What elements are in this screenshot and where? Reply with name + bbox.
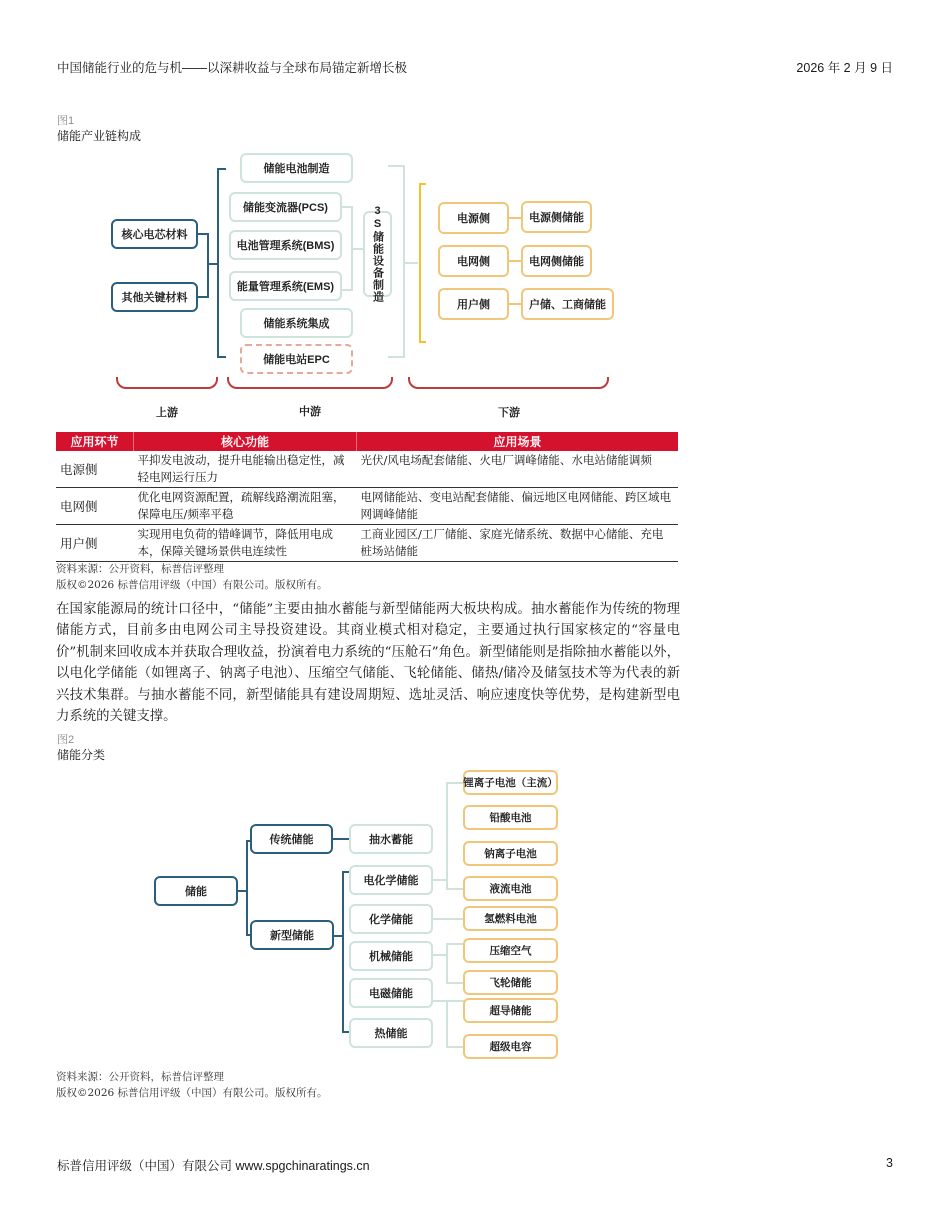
document-date: 2026 年 2 月 9 日 [796, 61, 893, 75]
downstream-box-grid-side: 电网侧 [438, 245, 509, 277]
downstream-label: 下游 [498, 407, 520, 419]
root-box-storage: 储能 [154, 876, 238, 906]
connector [246, 840, 248, 936]
cell-scenario: 电网储能站、变电站配套储能、偏远地区电网储能、跨区域电网调峰储能 [357, 488, 679, 525]
cell-segment: 用户侧 [56, 525, 134, 562]
leaf-flywheel: 飞轮储能 [463, 970, 558, 995]
box-traditional-storage: 传统储能 [250, 824, 333, 854]
midstream-brace [227, 377, 393, 389]
col-header-scenario: 应用场景 [357, 432, 679, 451]
cell-segment: 电源侧 [56, 451, 134, 488]
downstream-box-grid-storage: 电网侧储能 [521, 245, 592, 277]
connector [388, 165, 404, 167]
footer-company: 标普信用评级（中国）有限公司 www.spgchinaratings.cn [57, 1159, 370, 1173]
connector [419, 183, 426, 185]
connector [446, 1000, 448, 1048]
table-source-note: 资料来源：公开资料，标普信评整理 [56, 563, 224, 575]
connector [333, 838, 350, 840]
leaf-lithium-ion: 锂离子电池（主流） [463, 770, 558, 795]
leaf-sodium-ion: 钠离子电池 [463, 841, 558, 866]
body-paragraph: 在国家能源局的统计口径中，“储能”主要由抽水蓄能与新型储能两大板块构成。抽水蓄能作为传统的物理储能方式，目前多由电网公司主导投资建设。其商业模式相对稳定，主要通过执行国家核定的“容量电价”机制来回收成本并获取合理收益，扮演着电力系统的“压舱石”角色。新型储能则是指除抽水蓄能以外，以电化学储能（如锂离子、钠离子电池）、压缩空气储能、飞轮储能、储热/储冷及储氢技术等为代表的新兴技术集群。与抽水蓄能不同，新型储能具有建设周期短、选址灵活、响应速度快等优势，是构建新型电力系统的关键支撑。 [56, 602, 680, 725]
box-pumped-hydro: 抽水蓄能 [349, 824, 433, 854]
downstream-box-generation-side: 电源侧 [438, 202, 509, 234]
connector [404, 262, 418, 264]
midstream-bracket [217, 168, 219, 358]
box-thermal: 热储能 [349, 1018, 433, 1048]
downstream-box-user-storage: 户储、工商储能 [521, 288, 614, 320]
box-new-storage: 新型储能 [250, 920, 334, 950]
figure2-copyright-note: 版权©2026 标普信用评级（中国）有限公司。版权所有。 [56, 1087, 328, 1099]
table-row [56, 488, 678, 525]
upstream-brace [116, 377, 218, 389]
midstream-box-ems: 能量管理系统(EMS) [229, 271, 342, 301]
midstream-box-epc: 储能电站EPC [240, 344, 353, 374]
downstream-box-generation-storage: 电源侧储能 [521, 201, 592, 233]
connector [352, 248, 363, 250]
box-chemical: 化学储能 [349, 904, 433, 934]
connector [207, 233, 209, 298]
connector [419, 341, 426, 343]
col-header-function: 核心功能 [134, 432, 357, 451]
figure1-number: 图1 [57, 115, 75, 127]
connector [446, 1000, 464, 1002]
page-number: 3 [886, 1156, 893, 1170]
connector [217, 356, 226, 358]
box-electromagnetic: 电磁储能 [349, 978, 433, 1008]
connector [446, 888, 464, 890]
connector [446, 982, 464, 984]
leaf-superconducting: 超导储能 [463, 998, 558, 1023]
upstream-label: 上游 [156, 407, 178, 419]
downstream-bracket [419, 183, 421, 343]
3s-equipment-group-box: 3S储能设备制造 [363, 211, 392, 297]
box-electrochemical: 电化学储能 [349, 865, 433, 895]
connector [446, 943, 448, 984]
box-mechanical: 机械储能 [349, 941, 433, 971]
midstream-box-battery-manufacturing: 储能电池制造 [240, 153, 353, 183]
midstream-label: 中游 [299, 406, 321, 418]
downstream-brace [408, 377, 609, 389]
midstream-box-pcs: 储能变流器(PCS) [229, 192, 342, 222]
col-header-segment: 应用环节 [56, 432, 134, 451]
leaf-lead-acid: 铅酸电池 [463, 805, 558, 830]
cell-function: 平抑发电波动，提升电能输出稳定性，减轻电网运行压力 [134, 451, 357, 488]
connector [446, 782, 464, 784]
downstream-box-user-side: 用户侧 [438, 288, 509, 320]
application-table [56, 432, 678, 562]
cell-segment: 电网侧 [56, 488, 134, 525]
leaf-flow-battery: 液流电池 [463, 876, 558, 901]
connector [446, 943, 464, 945]
leaf-supercapacitor: 超级电容 [463, 1034, 558, 1059]
midstream-box-bms: 电池管理系统(BMS) [229, 230, 342, 260]
upstream-box-core-cell-materials: 核心电芯材料 [111, 219, 198, 249]
figure2-number: 图2 [57, 734, 75, 746]
connector [433, 879, 447, 881]
figure1-title: 储能产业链构成 [57, 129, 142, 143]
connector [342, 871, 344, 1033]
table-row [56, 525, 678, 562]
figure2-source-note: 资料来源：公开资料，标普信评整理 [56, 1071, 224, 1083]
cell-scenario: 工商业园区/工厂储能、家庭光储系统、数据中心储能、充电桩场站储能 [357, 525, 679, 562]
cell-scenario: 光伏/风电场配套储能、火电厂调峰储能、水电站储能调频 [357, 451, 679, 488]
figure2-title: 储能分类 [57, 748, 106, 762]
table-header-row [56, 432, 678, 451]
connector [433, 918, 464, 920]
connector [433, 954, 447, 956]
leaf-hydrogen-fuel-cell: 氢燃料电池 [463, 906, 558, 931]
connector [388, 356, 404, 358]
cell-function: 实现用电负荷的错峰调节，降低用电成本，保障关键场景供电连续性 [134, 525, 357, 562]
document-title: 中国储能行业的危与机——以深耕收益与全球布局锚定新增长极 [57, 61, 408, 75]
leaf-compressed-air: 压缩空气 [463, 938, 558, 963]
cell-function: 优化电网资源配置，疏解线路潮流阻塞，保障电压/频率平稳 [134, 488, 357, 525]
connector [433, 1000, 447, 1002]
connector [446, 782, 448, 890]
table-copyright-note: 版权©2026 标普信用评级（中国）有限公司。版权所有。 [56, 579, 328, 591]
midstream-box-system-integration: 储能系统集成 [240, 308, 353, 338]
connector [217, 168, 226, 170]
connector [446, 1046, 464, 1048]
upstream-box-other-materials: 其他关键材料 [111, 282, 198, 312]
table-row [56, 451, 678, 488]
